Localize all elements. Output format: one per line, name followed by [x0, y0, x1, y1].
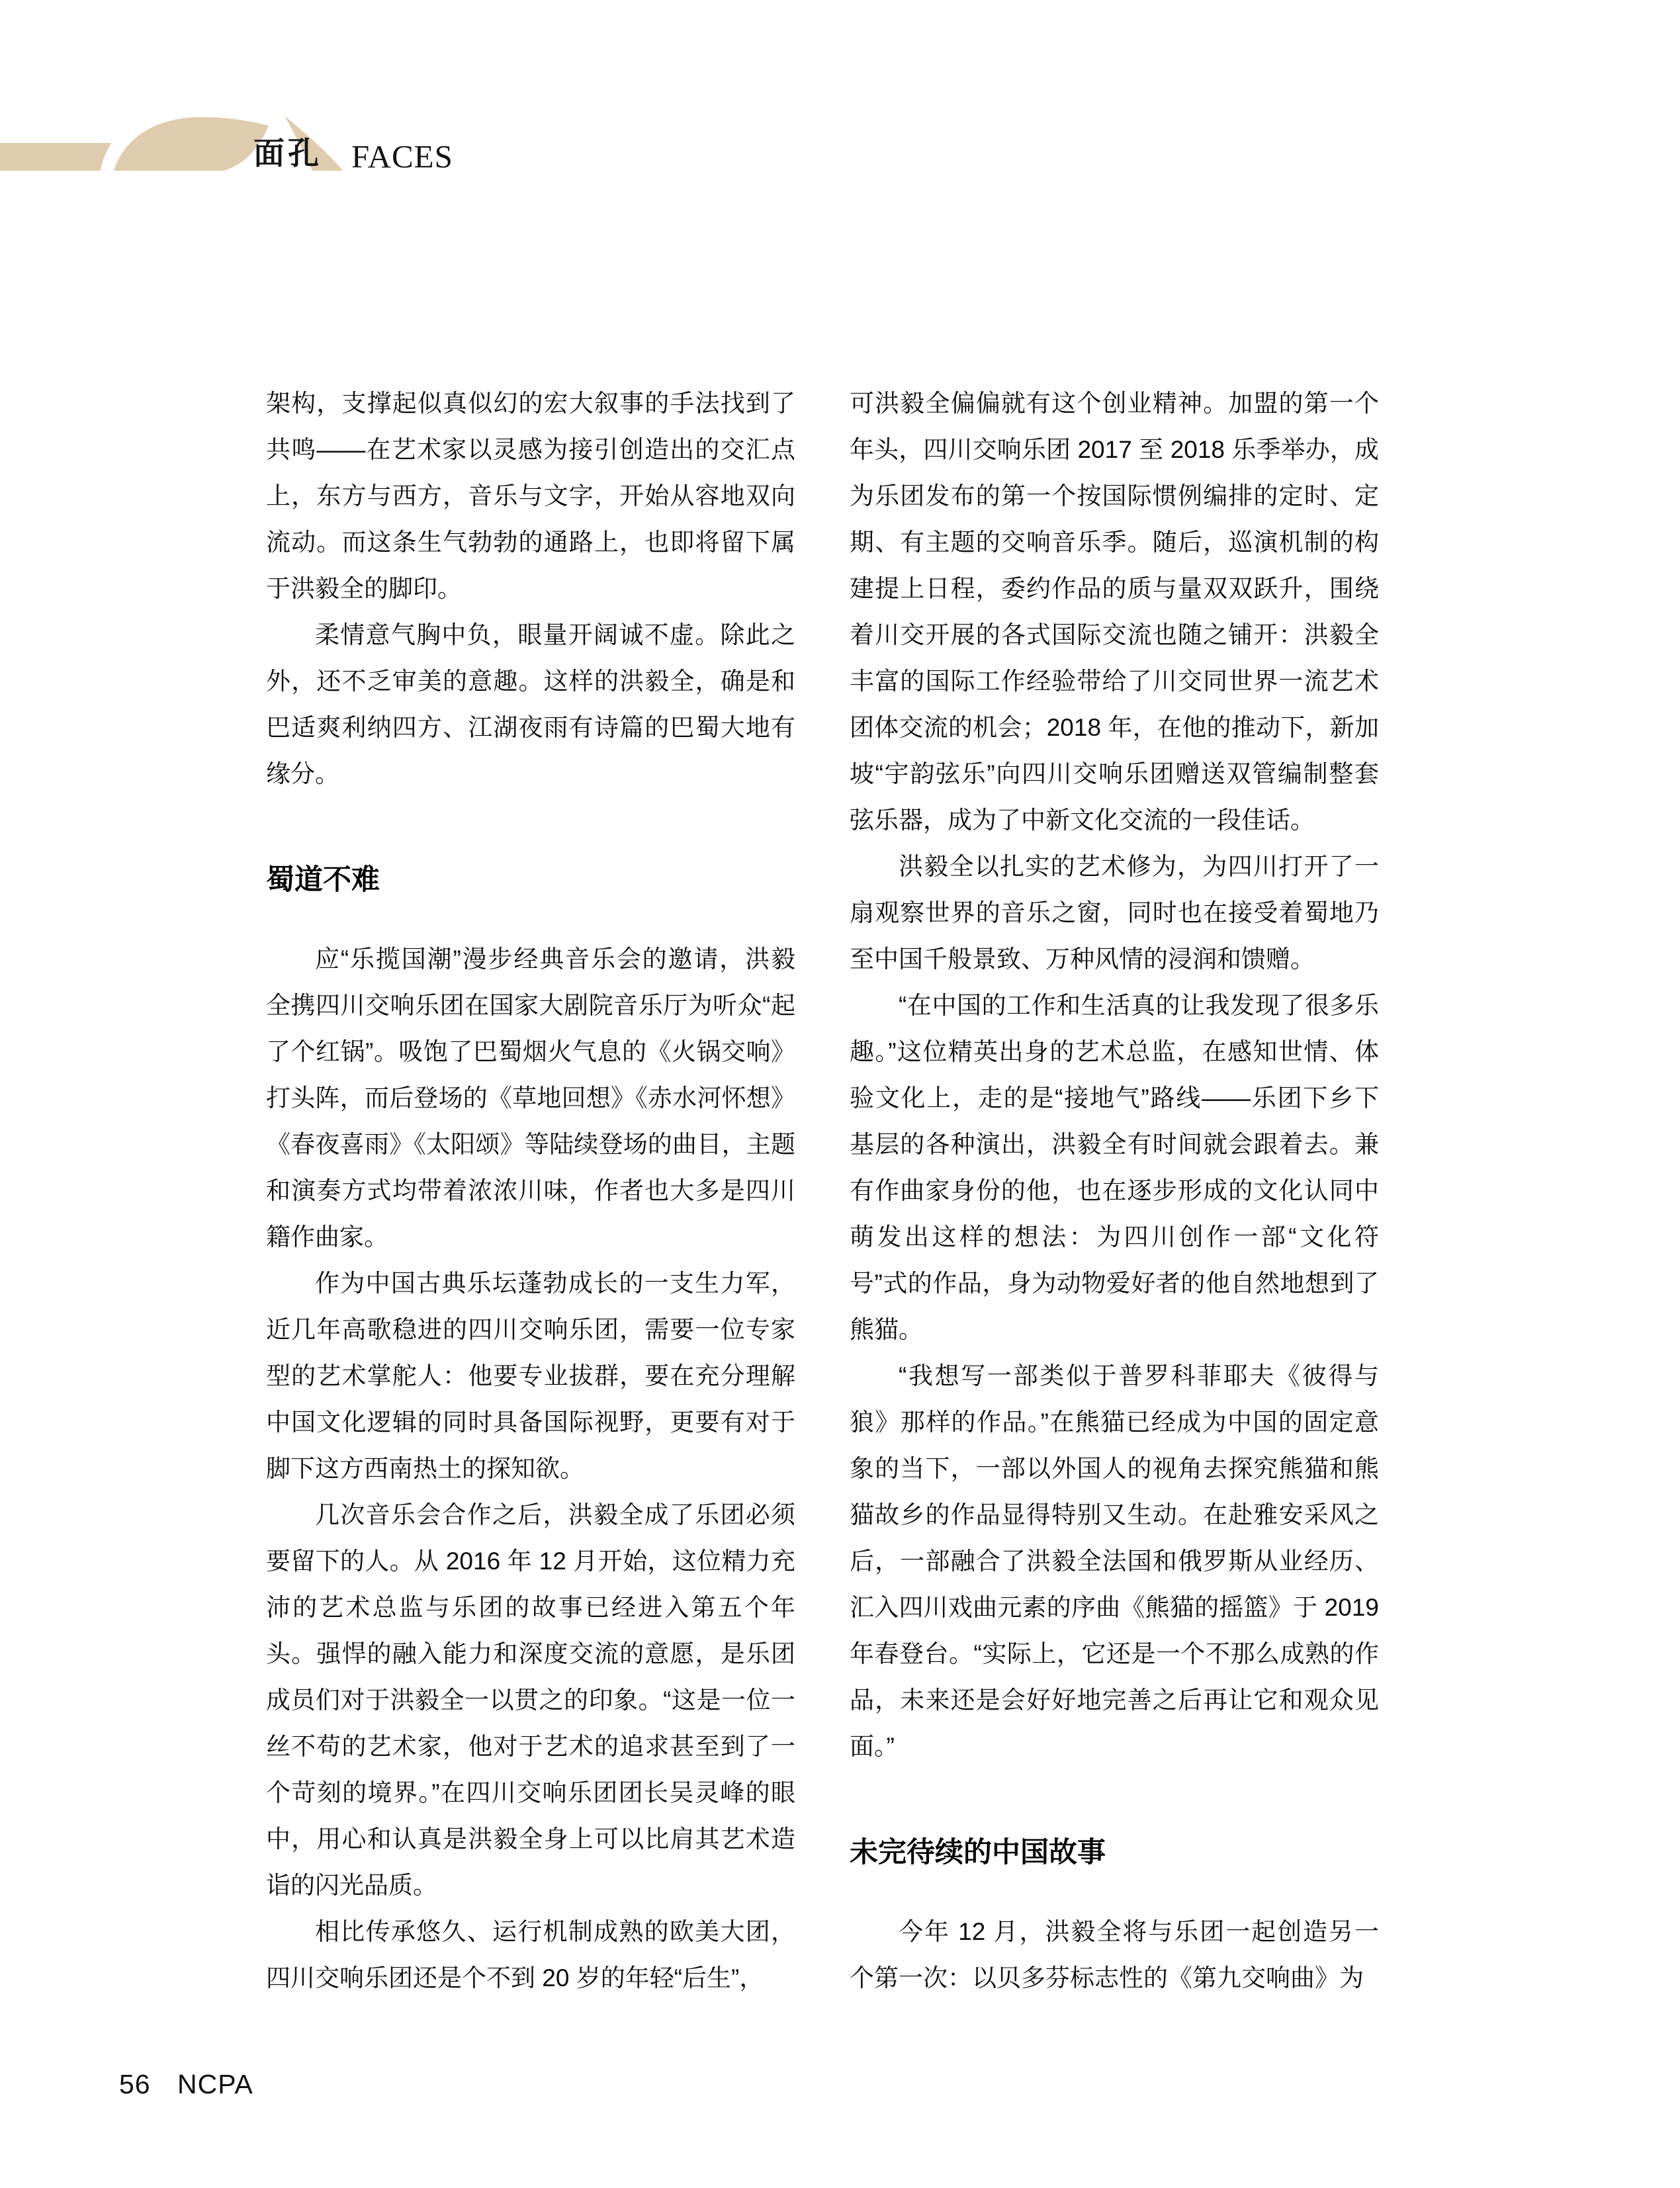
article-column-left	[266, 380, 795, 2001]
paragraph: 作为中国古典乐坛蓬勃成长的一支生力军，近几年高歌稳进的四川交响乐团，需要一位专家型的艺术掌舵人：他要专业拔群，要在充分理解中国文化逻辑的同时具备国际视野，更要有对于脚下这方西南热土的探知欲。	[266, 1270, 795, 1482]
header-petal-shape	[114, 117, 269, 171]
paragraph: 相比传承悠久、运行机制成熟的欧美大团，四川交响乐团还是个不到 20 岁的年轻“后生”，	[266, 1918, 795, 1991]
paragraph: “在中国的工作和生活真的让我发现了很多乐趣。”这位精英出身的艺术总监，在感知世情、体验文化上，走的是“接地气”路线——乐团下乡下基层的各种演出，洪毅全有时间就会跟着去。兼有作曲家身份的他，也在逐步形成的文化认同中萌发出这样的想法：为四川创作一部“文化符号”式的作品，身为动物爱好者的他自然地想到了熊猫。	[850, 992, 1379, 1343]
section-heading: 未完待续的中国故事	[850, 1837, 1106, 1868]
section-title-cn: 面孔	[253, 136, 322, 171]
paragraph: 今年 12 月，洪毅全将与乐团一起创造另一个第一次：以贝多芬标志性的《第九交响曲》为	[850, 1918, 1379, 1991]
header-bar-shape	[0, 143, 111, 171]
article-column-right	[850, 380, 1379, 2001]
paragraph: “我想写一部类似于普罗科菲耶夫《彼得与狼》那样的作品。”在熊猫已经成为中国的固定意象的当下，一部以外国人的视角去探究熊猫和熊猫故乡的作品显得特别又生动。在赴雅安采风之后，一部融合了洪毅全法国和俄罗斯从业经历、汇入四川戏曲元素的序曲《熊猫的摇篮》于 2019 年春登台。“实际上，它还是一个不那么成熟的作品，未来还是会好好地完善之后再让它和观众见面。”	[850, 1362, 1379, 1760]
page-footer	[119, 2070, 253, 2099]
page-number: 56	[119, 2069, 151, 2099]
section-heading: 蜀道不难	[266, 864, 380, 896]
paragraph: 可洪毅全偏偏就有这个创业精神。加盟的第一个年头，四川交响乐团 2017 至 2018 乐季举办，成为乐团发布的第一个按国际惯例编排的定时、定期、有主题的交响音乐季。随后，巡演机制的构建提上日程，委约作品的质与量双双跃升，围绕着川交开展的各式国际交流也随之铺开：洪毅全丰富的国际工作经验带给了川交同世界一流艺术团体交流的机会；2018 年，在他的推动下，新加坡“宇韵弦乐”向四川交响乐团赠送双管编制整套弦乐器，成为了中新文化交流的一段佳话。	[850, 390, 1379, 834]
paragraph: 几次音乐会合作之后，洪毅全成了乐团必须要留下的人。从 2016 年 12 月开始，这位精力充沛的艺术总监与乐团的故事已经进入第五个年头。强悍的融入能力和深度交流的意愿，是乐团成员们对于洪毅全一以贯之的印象。“这是一位一丝不苟的艺术家，他对于艺术的追求甚至到了一个苛刻的境界。”在四川交响乐团团长吴灵峰的眼中，用心和认真是洪毅全身上可以比肩其艺术造诣的闪光品质。	[266, 1501, 795, 1899]
paragraph: 应“乐揽国潮”漫步经典音乐会的邀请，洪毅全携四川交响乐团在国家大剧院音乐厅为听众“起了个红锅”。吸饱了巴蜀烟火气息的《火锅交响》打头阵，而后登场的《草地回想》《赤水河怀想》《春夜喜雨》《太阳颂》等陆续登场的曲目，主题和演奏方式均带着浓浓川味，作者也大多是四川籍作曲家。	[266, 945, 795, 1250]
paragraph: 洪毅全以扎实的艺术修为，为四川打开了一扇观察世界的音乐之窗，同时也在接受着蜀地乃至中国千般景致、万种风情的浸润和馈赠。	[850, 853, 1379, 973]
paragraph: 架构，支撑起似真似幻的宏大叙事的手法找到了共鸣——在艺术家以灵感为接引创造出的交汇点上，东方与西方，音乐与文字，开始从容地双向流动。而这条生气勃勃的通路上，也即将留下属于洪毅全的脚印。	[266, 390, 795, 602]
section-title-en: FACES	[351, 138, 453, 175]
paragraph: 柔情意气胸中负，眼量开阔诚不虚。除此之外，还不乏审美的意趣。这样的洪毅全，确是和巴适爽利纳四方、江湖夜雨有诗篇的巴蜀大地有缘分。	[266, 621, 795, 787]
journal-name: NCPA	[177, 2069, 253, 2099]
